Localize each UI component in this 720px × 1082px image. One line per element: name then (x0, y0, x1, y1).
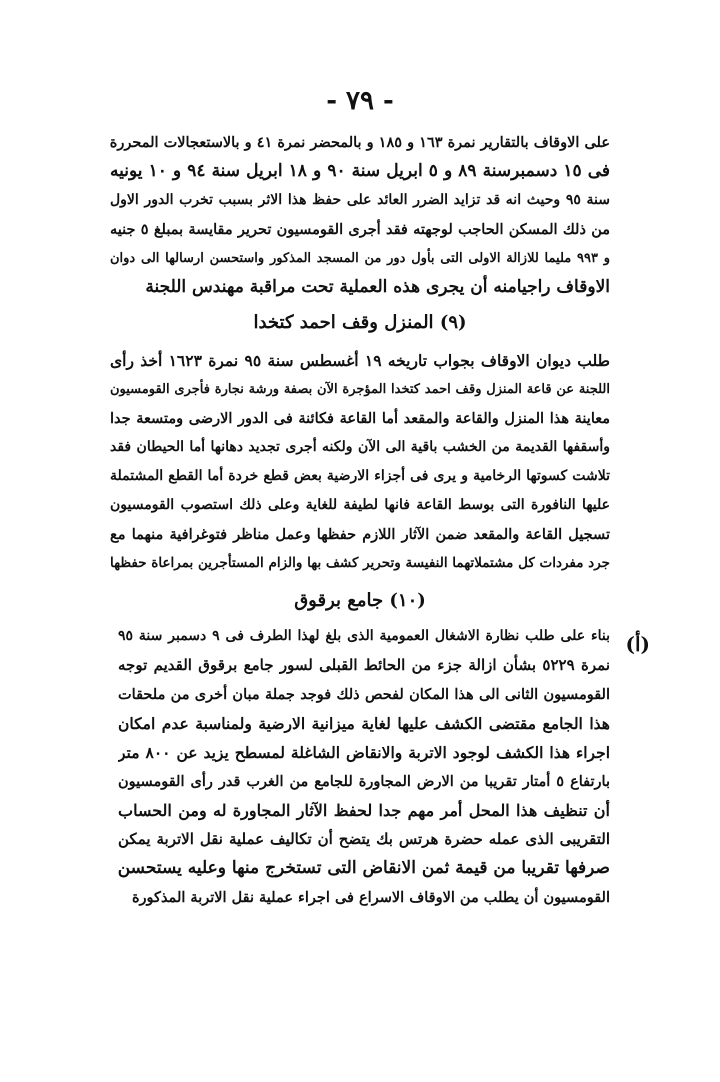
text-line: طلب ديوان الاوقاف بجواب تاريخه ١٩ أغسطس سنة ٩٥ نمرة ١٦٢٣ أخذ رأى (110, 351, 610, 370)
text-line: فى ١٥ دسمبرسنة ٨٩ و ٥ ابريل سنة ٩٠ و ١٨ ابريل سنة ٩٤ و ١٠ يونيه (110, 161, 610, 181)
text-line: القومسيون الثانى الى هذا المكان لفحص ذلك فوجد جملة مبان أخرى من ملحقات (118, 686, 610, 703)
text-line: و ٩٩٣ مليما للازالة الاولى التى بأول دور من المسجد المذكور واستحسن ارسالها الى دوان (110, 251, 610, 266)
paragraph-awqaf-reports (110, 128, 610, 302)
paragraph-ahmad-katkhuda-house (110, 346, 610, 578)
text-line: القومسيون أن يطلب من الاوقاف الاسراع فى اجراء عملية نقل الاتربة المذكورة (131, 889, 610, 906)
text-line: على الاوقاف بالتقارير نمرة ١٦٣ و ١٨٥ و بالمحضر نمرة ٤١ و بالاستعجالات المحررة (110, 134, 610, 151)
text-line: وأسقفها القديمة من الخشب باقية الى الآن ولكنه أجرى تجديد دهانها أما الحيطان فقد (110, 439, 610, 455)
text-line: عليها النافورة التى بوسط القاعة فانها لطيفة للغاية وعلى ذلك استصوب القومسيون (110, 497, 610, 513)
text-line: من ذلك المسكن الحاجب لوجهته فقد أجرى القومسيون تحرير مقايسة بمبلغ ٥ جنيه (110, 221, 610, 238)
text-line: صرفها تقريبا من قيمة ثمن الانقاض التى تستخرج منها وعليه يستحسن (118, 858, 610, 878)
text-line: هذا الجامع مقتضى الكشف عليها لغاية ميزانية الارضية ولمناسبة عدم امكان (118, 714, 610, 733)
text-line: التقريبى الذى عمله حضرة هرتس بك يتضح أن تكاليف عملية نقل الاتربة يمكن (118, 830, 610, 848)
paragraph-barquq-mosque (118, 622, 610, 912)
text-line: بارتفاع ٥ أمتار تقريبا من الارض المجاورة للجامع من الغرب قدر رأى القومسيون (118, 773, 610, 790)
section-heading-barquq-mosque: (١٠) جامع برقوق (294, 590, 426, 611)
text-line: اجراء هذا الكشف لوجود الاتربة والانقاض الشاغلة لمسطح يزيد عن ٨٠٠ متر (118, 743, 610, 762)
text-line: اللجنة عن قاعة المنزل وقف احمد كتخدا المؤجرة الآن بصفة ورشة نجارة فأجرى القومسيون (110, 382, 610, 397)
text-line: معاينة هذا المنزل والقاعة والمقعد أما القاعة فكائنة فى الدور الارضى ومتسعة جدا (110, 410, 610, 427)
paragraph-marker: (أ) (625, 632, 650, 656)
text-line: نمرة ٥٢٢٩ بشأن ازالة جزء من الحائط القبلى لسور جامع برقوق القديم توجه (118, 656, 610, 674)
text-line: سنة ٩٥ وحيث انه قد تزايد الضرر العائد على حفظ هذا الاثر بسبب تخرب الدور الاول (110, 192, 610, 208)
text-line: تسجيل القاعة والمقعد ضمن الآثار اللازم حفظها وعمل مناظر فتوغرافية منهما مع (110, 526, 610, 543)
text-line: الاوقاف راجيامنه أن يجرى هذه العملية تحت مراقبة مهندس اللجنة (145, 277, 610, 297)
text-line: تلاشت كسوتها الرخامية و يرى فى أجزاء الارضية بعض قطع خردة أما القطع المشتملة (110, 468, 610, 484)
text-line: أن تنظيف هذا المحل أمر مهم جدا لحفظ الآثار المجاورة له ومن الحساب (118, 801, 610, 820)
text-line: جرد مفردات كل مشتملاتهما النفيسة وتحرير كشف بها والزام المستأجرين بمراعاة حفظها (110, 555, 610, 571)
section-heading-ahmad-katkhuda-house: (٩) المنزل وقف احمد كتخدا (253, 312, 467, 333)
page-number: - ٧٩ - (326, 86, 394, 116)
text-line: بناء على طلب نظارة الاشغال العمومية الذى بلغ لهذا الطرف فى ٩ دسمبر سنة ٩٥ (118, 628, 610, 644)
